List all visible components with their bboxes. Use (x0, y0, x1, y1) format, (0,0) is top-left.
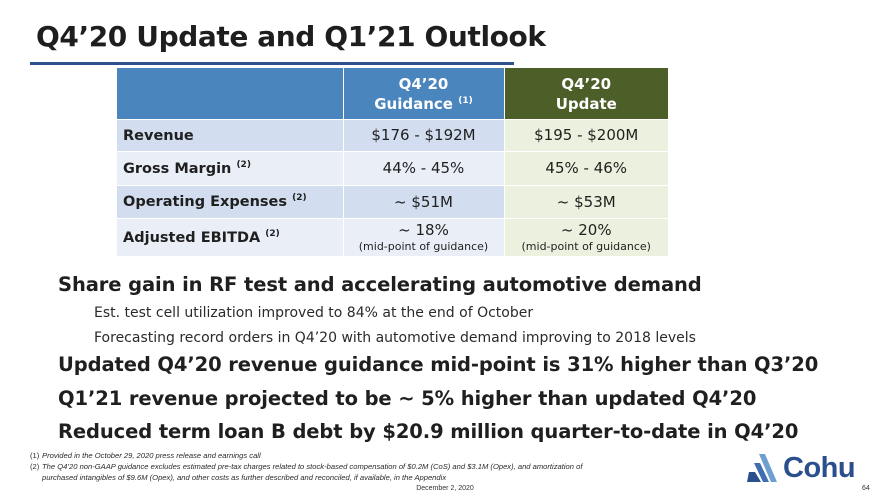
row-label-text: Operating Expenses (123, 194, 288, 210)
header-guidance (343, 68, 504, 120)
bullet-term-loan: Reduced term loan B debt by $20.9 million quarter-to-date in Q4’20 (58, 420, 799, 443)
update-value: 45% - 46% (545, 159, 628, 177)
row-footnote-ref: (2) (236, 159, 251, 170)
bullet-q1-projection: Q1’21 revenue projected to be ~ 5% higher than updated Q4’20 (58, 387, 757, 410)
sub-bullet-record-orders: Forecasting record orders in Q4’20 with automotive demand improving to 2018 levels (94, 330, 696, 346)
header-update (504, 68, 668, 120)
guidance-cell (343, 186, 504, 219)
title-underline (30, 62, 514, 65)
header-update-line2: Update (555, 94, 617, 113)
guidance-value: 44% - 45% (382, 159, 465, 177)
footnote-2-number: (2) (30, 462, 40, 471)
footnote-1-number: (1) (30, 451, 40, 460)
header-guidance-line1: Q4’20 (398, 74, 449, 93)
row-label (117, 219, 343, 257)
table-row-operating-expenses (117, 186, 668, 219)
footnote-2 (30, 462, 582, 471)
page-title: Q4’20 Update and Q1’21 Outlook (36, 20, 546, 53)
update-cell (504, 186, 668, 219)
cohu-stacked-triangle-logo-icon (746, 453, 780, 483)
cohu-logo (746, 451, 855, 485)
update-cell (504, 120, 668, 152)
guidance-value: $176 - $192M (371, 126, 476, 144)
bullet-share-gain: Share gain in RF test and accelerating automotive demand (58, 273, 702, 296)
guidance-value: ~ 18% (398, 220, 449, 239)
footnote-2-text: The Q4’20 non-GAAP guidance excludes estimated pre-tax charges related to stock-based compensation of $0.2M (CoS) and $3.1M (Opex), and amortization of (42, 462, 583, 471)
page-number: 64 (862, 485, 870, 492)
table-header-row (117, 68, 668, 120)
guidance-cell (343, 219, 504, 257)
guidance-cell (343, 120, 504, 152)
slide-date: December 2, 2020 (416, 485, 474, 492)
header-update-line1: Q4’20 (561, 74, 612, 93)
row-footnote-ref: (2) (265, 228, 280, 239)
guidance-value: ~ $51M (394, 192, 453, 211)
row-label (117, 152, 343, 186)
guidance-note: (mid-point of guidance) (358, 239, 489, 253)
update-value: ~ 20% (560, 220, 612, 239)
update-cell (504, 219, 668, 257)
footnote-2-continuation: purchased intangibles of $9.6M (Opex), and other costs as further described and reconciled, if available, in the Appendix (42, 473, 447, 482)
update-value: $195 - $200M (534, 126, 639, 144)
header-blank-cell (117, 68, 343, 120)
logo-wordmark: Cohu (783, 452, 856, 484)
guidance-cell (343, 152, 504, 186)
sub-bullet-utilization: Est. test cell utilization improved to 84% at the end of October (94, 305, 534, 321)
row-label-text: Adjusted EBITDA (123, 229, 261, 246)
row-footnote-ref: (2) (292, 193, 307, 204)
row-label (117, 186, 343, 219)
table-row-gross-margin (117, 152, 668, 186)
update-cell (504, 152, 668, 186)
header-guidance-footnote-ref: (1) (458, 95, 473, 106)
row-label (117, 120, 343, 152)
table-row-adjusted-ebitda (117, 219, 668, 257)
row-label-text: Revenue (123, 127, 194, 144)
row-label-text: Gross Margin (123, 160, 232, 177)
footnote-1 (30, 451, 261, 460)
outlook-table (117, 68, 668, 256)
update-value: ~ $53M (556, 192, 616, 211)
table-row-revenue (117, 120, 668, 152)
footnote-1-text: Provided in the October 29, 2020 press release and earnings call (42, 451, 261, 460)
update-note: (mid-point of guidance) (521, 239, 651, 253)
bullet-revenue-guidance: Updated Q4’20 revenue guidance mid-point is 31% higher than Q3’20 (58, 353, 819, 376)
header-guidance-line2: Guidance (374, 94, 453, 113)
